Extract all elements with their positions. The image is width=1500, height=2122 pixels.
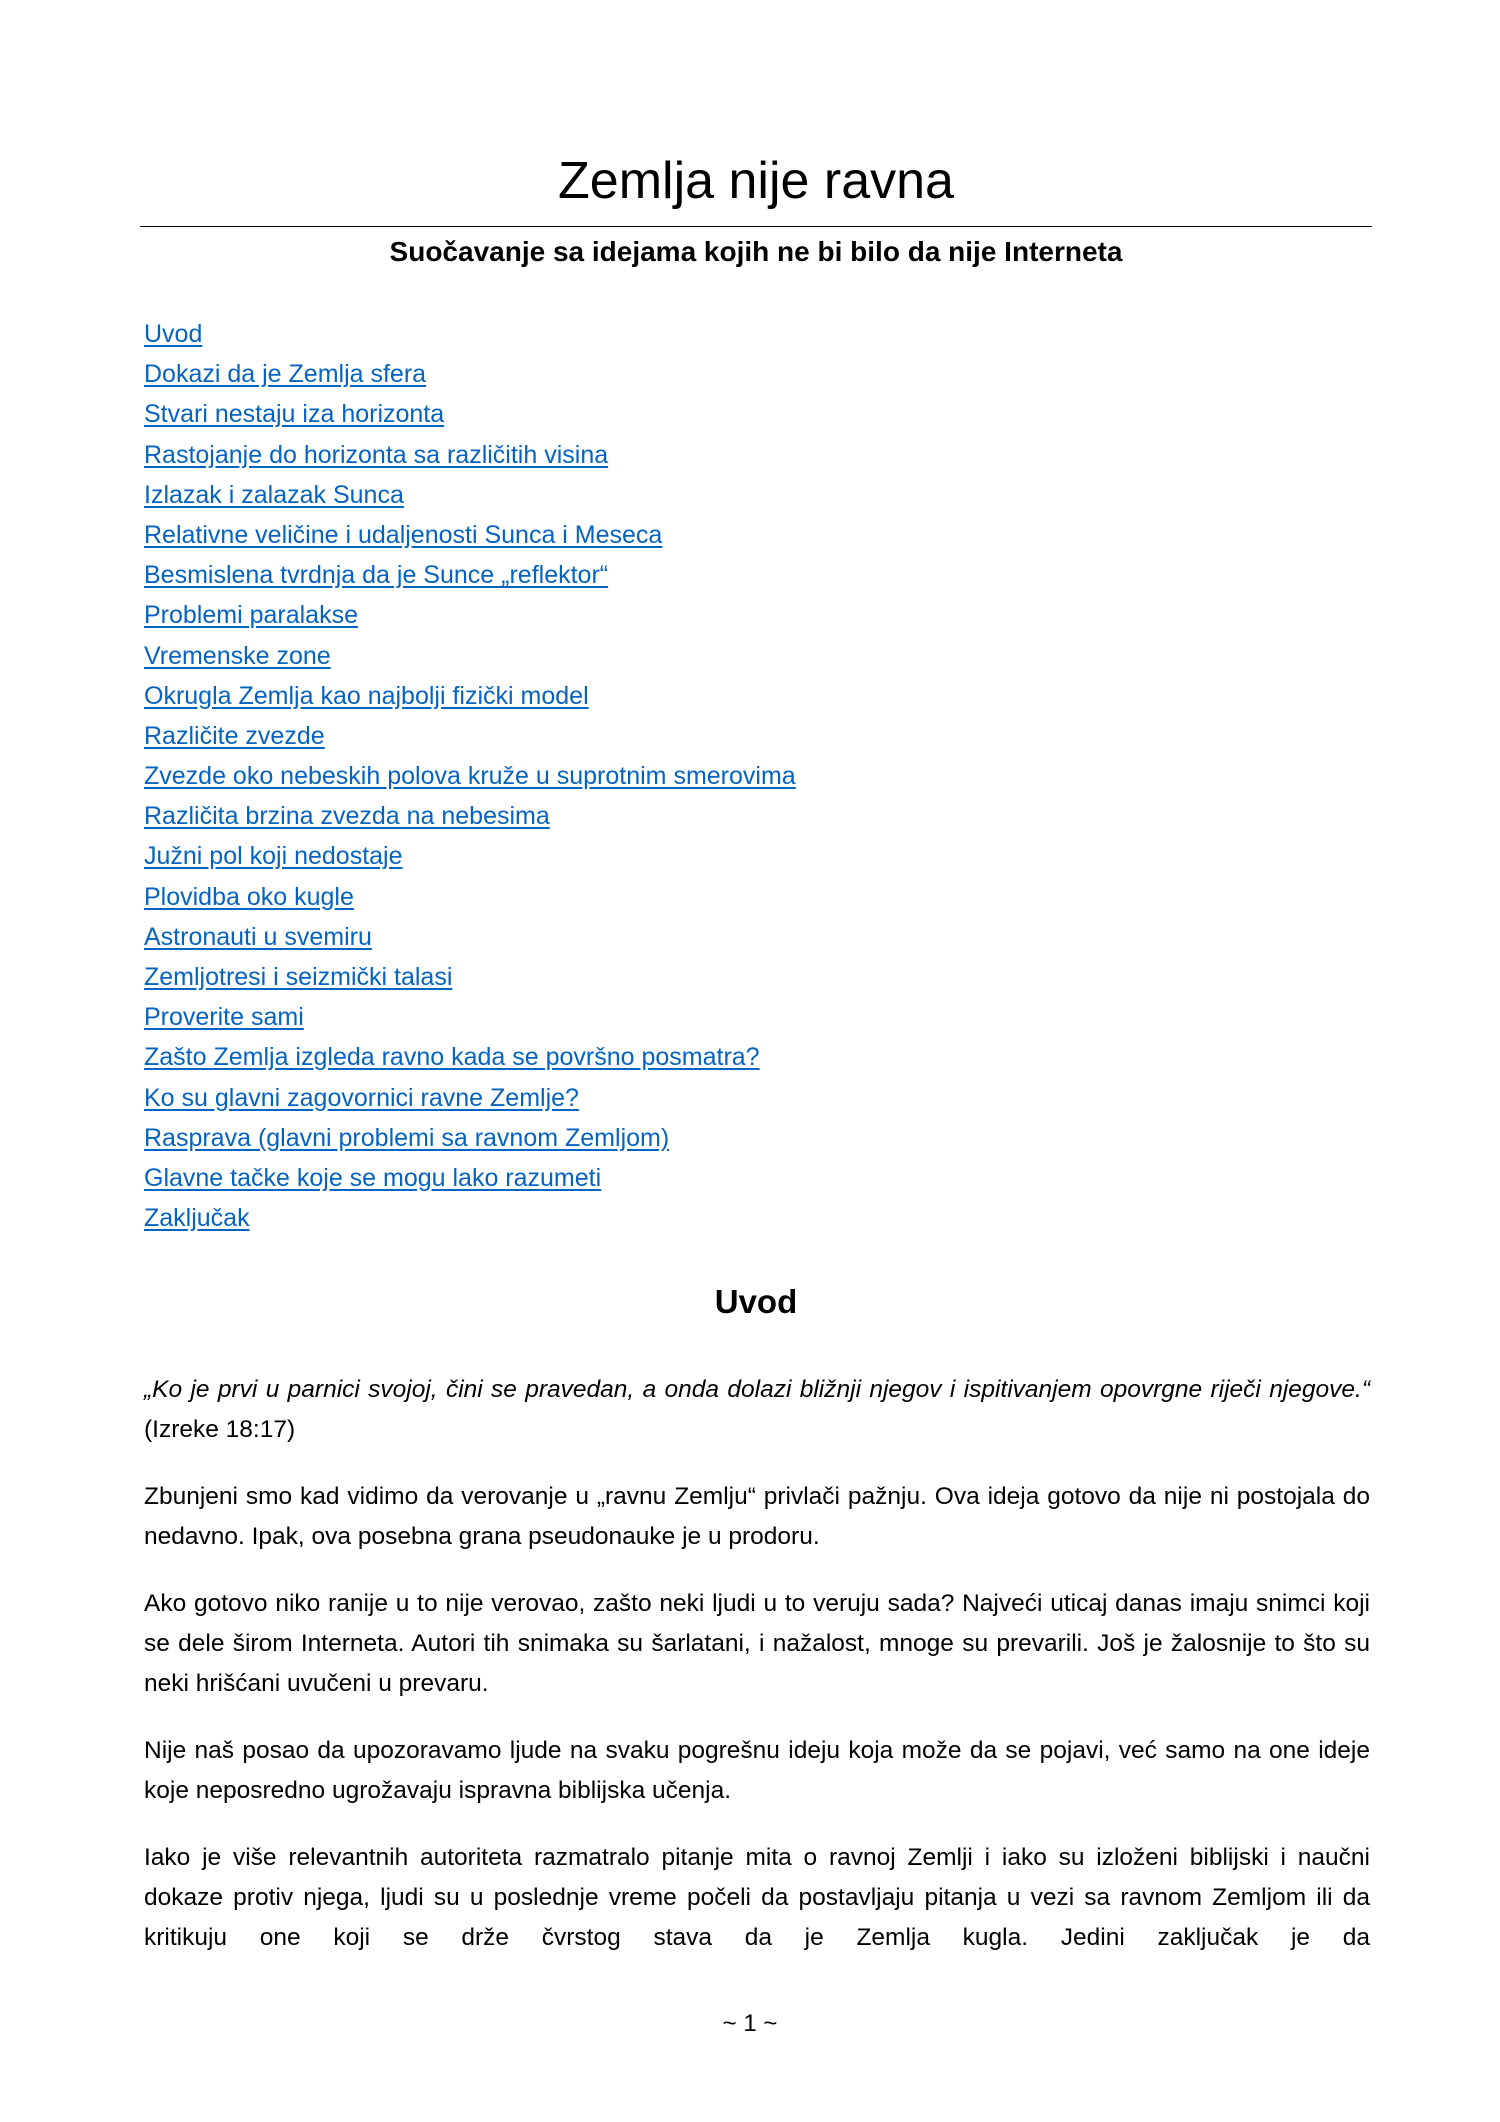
toc-link[interactable]: Zvezde oko nebeskih polova kruže u suprotnim smerovima (144, 762, 796, 791)
toc-link[interactable]: Besmislena tvrdnja da je Sunce „reflektor“ (144, 561, 609, 590)
toc-item (144, 1118, 796, 1158)
toc-link[interactable]: Relativne veličine i udaljenosti Sunca i Meseca (144, 520, 663, 549)
toc-link[interactable]: Zemljotresi i seizmički talasi (144, 963, 453, 991)
toc-link[interactable]: Različite zvezde (144, 721, 325, 750)
toc-link[interactable]: Rastojanje do horizonta sa različitih visina (144, 440, 609, 469)
body-text (144, 1370, 1370, 1985)
toc-link[interactable]: Zašto Zemlja izgleda ravno kada se površno posmatra? (144, 1043, 760, 1072)
quote-text: „Ko je prvi u parnici svojoj, čini se pravedan, a onda dolazi bližnji njegov i ispitivanjem opovrgne riječi njegove.“ (144, 1376, 1370, 1403)
title-divider (140, 226, 1372, 227)
toc-item (144, 555, 796, 595)
toc-item (144, 595, 796, 635)
paragraph: Zbunjeni smo kad vidimo da verovanje u „ravnu Zemlju“ privlači pažnju. Ova ideja gotovo da nije ni postojala do nedavno. Ipak, ova posebna grana pseudonauke je u prodoru. (144, 1483, 1370, 1550)
toc-item (144, 836, 796, 876)
toc-item (144, 676, 796, 716)
toc-link[interactable]: Vremenske zone (144, 641, 331, 670)
toc-item (144, 877, 796, 917)
toc-item (144, 957, 796, 997)
toc-item (144, 314, 796, 354)
toc-item (144, 716, 796, 756)
document-title: Zemlja nije ravna (558, 152, 954, 210)
toc-item (144, 796, 796, 836)
toc-link[interactable]: Glavne tačke koje se mogu lako razumeti (144, 1163, 602, 1192)
paragraph: Ako gotovo niko ranije u to nije verovao, zašto neki ljudi u to veruju sada? Najveći uticaj danas imaju snimci koji se dele širom Interneta. Autori tih snimaka su šarlatani, i nažalost, mnoge su prevarili. Još je žalosnije to što su neki hrišćani uvučeni u prevaru. (144, 1590, 1370, 1697)
toc-link[interactable]: Različita brzina zvezda na nebesima (144, 802, 550, 831)
paragraph: Nije naš posao da upozoravamo ljude na svaku pogrešnu ideju koja može da se pojavi, već samo na one ideje koje neposredno ugrožavaju ispravna biblijska učenja. (144, 1737, 1370, 1804)
toc-link[interactable]: Uvod (144, 320, 203, 348)
toc-link[interactable]: Okrugla Zemlja kao najbolji fizički model (144, 681, 589, 710)
toc-item (144, 515, 796, 555)
toc-link[interactable]: Zaključak (144, 1204, 250, 1233)
toc-link[interactable]: Plovidba oko kugle (144, 882, 354, 911)
toc-link[interactable]: Rasprava (glavni problemi sa ravnom Zemljom) (144, 1123, 670, 1152)
toc-item (144, 354, 796, 394)
toc-link[interactable]: Dokazi da je Zemlja sfera (144, 360, 427, 389)
toc-item (144, 1078, 796, 1118)
toc-link[interactable]: Izlazak i zalazak Sunca (144, 480, 404, 509)
section-heading: Uvod (714, 1283, 798, 1320)
toc-link[interactable]: Stvari nestaju iza horizonta (144, 400, 445, 429)
toc-item (144, 1158, 796, 1198)
toc-link[interactable]: Problemi paralakse (144, 601, 358, 630)
toc-link[interactable]: Proverite sami (144, 1003, 304, 1032)
toc-link[interactable]: Južni pol koji nedostaje (144, 842, 403, 871)
paragraph: Iako je više relevantnih autoriteta razmatralo pitanje mita o ravnoj Zemlji i iako su izloženi biblijski i naučni dokaze protiv njega, ljudi su u poslednje vreme počeli da postavljaju pitanja u vezi sa ravnom Zemljom ili da kritikuju one koji se drže čvrstog stava da je Zemlja kugla. Jedini zaključak je da (144, 1844, 1370, 1951)
document-subtitle: Suočavanje sa idejama kojih ne bi bilo da nije Interneta (389, 236, 1123, 267)
toc-item (144, 394, 796, 434)
toc-item (144, 997, 796, 1037)
toc-item (144, 475, 796, 515)
toc-item (144, 756, 796, 796)
toc-item (144, 435, 796, 475)
toc-item (144, 636, 796, 676)
table-of-contents (144, 314, 796, 1238)
toc-item (144, 1198, 796, 1238)
toc-link[interactable]: Ko su glavni zagovornici ravne Zemlje? (144, 1083, 579, 1112)
toc-item (144, 1037, 796, 1077)
quote-reference: (Izreke 18:17) (144, 1416, 296, 1443)
quote-paragraph (144, 1370, 1370, 1450)
toc-link[interactable]: Astronauti u svemiru (144, 922, 372, 951)
toc-item (144, 917, 796, 957)
page-number: ~ 1 ~ (722, 2010, 778, 2037)
